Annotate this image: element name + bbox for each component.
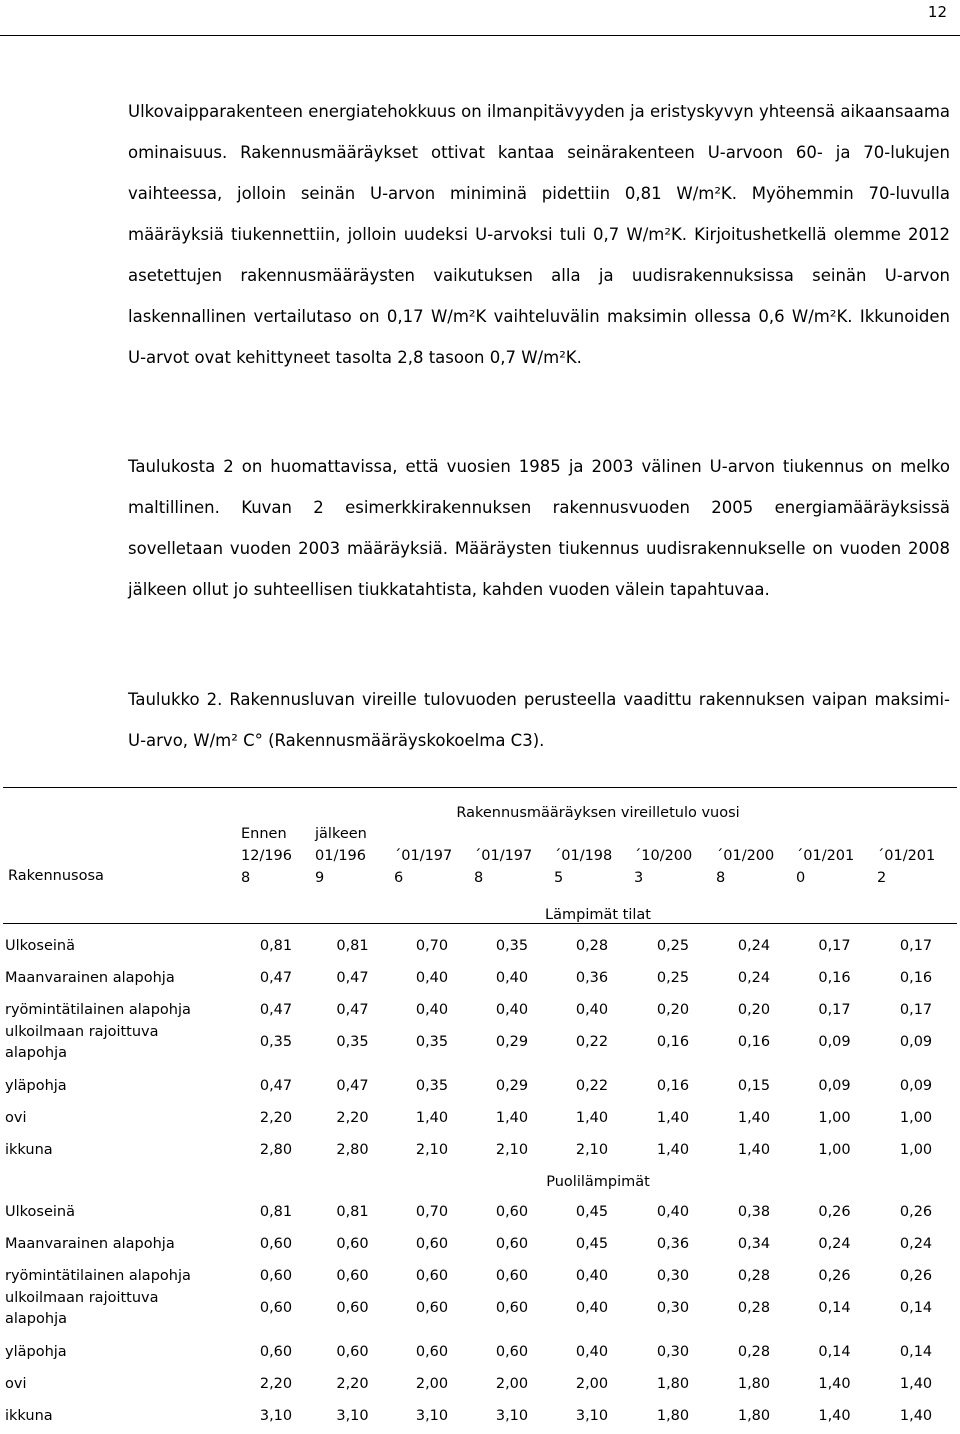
- value-cell: 0,35: [336, 1033, 369, 1050]
- value-cell: 0,14: [818, 1344, 851, 1360]
- column-header: jälkeen 01/196 9: [315, 826, 367, 886]
- value-cell: 0,29: [495, 1033, 529, 1050]
- value-cell: 0,81: [336, 1204, 369, 1220]
- row-name: ovi: [5, 1376, 27, 1392]
- value-cell: 0,60: [495, 1268, 529, 1284]
- value-cell: 0,81: [259, 1204, 293, 1220]
- value-cell: 0,60: [415, 1268, 449, 1284]
- row-name: Maanvarainen alapohja: [5, 970, 175, 986]
- column-header: ´01/201 2: [877, 848, 936, 886]
- table-row: [3, 1222, 957, 1254]
- value-cell: 1,40: [656, 1110, 690, 1126]
- value-cell: 0,47: [336, 1002, 369, 1018]
- value-cell: 2,10: [575, 1142, 609, 1158]
- value-cell: 0,81: [259, 938, 293, 954]
- value-cell: 0,26: [818, 1204, 851, 1220]
- value-cell: 0,26: [899, 1204, 933, 1220]
- column-header: ´10/200 3: [634, 848, 693, 886]
- value-cell: 1,80: [656, 1376, 690, 1392]
- value-cell: 1,40: [575, 1110, 609, 1126]
- row-name: ryömintätilainen alapohja: [5, 1268, 191, 1284]
- section-header-row: [3, 889, 957, 924]
- value-cell: 0,60: [336, 1344, 369, 1360]
- value-cell: 1,40: [737, 1142, 771, 1158]
- value-cell: 0,24: [818, 1236, 851, 1252]
- value-cell: 0,70: [415, 938, 449, 954]
- value-cell: 0,26: [899, 1268, 933, 1284]
- value-cell: 0,60: [415, 1236, 449, 1252]
- value-cell: 2,80: [259, 1142, 293, 1158]
- value-cell: 0,09: [818, 1033, 851, 1050]
- value-cell: 0,16: [737, 1033, 771, 1050]
- value-cell: 0,38: [737, 1204, 771, 1220]
- header-blank-cell: [3, 788, 239, 822]
- table-row: [3, 924, 957, 957]
- value-cell: 2,20: [336, 1110, 369, 1126]
- value-cell: 0,36: [575, 970, 609, 986]
- value-cell: 1,00: [818, 1110, 851, 1126]
- table-row: [3, 988, 957, 1020]
- value-cell: 2,00: [415, 1376, 449, 1392]
- value-cell: 0,26: [818, 1268, 851, 1284]
- value-cell: 0,28: [737, 1268, 771, 1284]
- value-cell: 0,16: [818, 970, 851, 986]
- row-name: ulkoilmaan rajoittuva alapohja: [5, 1024, 159, 1061]
- value-cell: 0,40: [575, 1002, 609, 1018]
- row-name: Ulkoseinä: [5, 938, 75, 954]
- value-cell: 0,22: [575, 1033, 609, 1050]
- table-row: [3, 1190, 957, 1222]
- row-name: ulkoilmaan rajoittuva alapohja: [5, 1290, 159, 1327]
- table-row: [3, 1064, 957, 1096]
- table-row: [3, 1096, 957, 1128]
- value-cell: 0,09: [818, 1078, 851, 1094]
- value-cell: 0,45: [575, 1204, 609, 1220]
- value-cell: 0,20: [656, 1002, 690, 1018]
- table-row: [3, 1362, 957, 1394]
- value-cell: 1,80: [737, 1408, 771, 1424]
- value-cell: 0,60: [259, 1236, 293, 1252]
- value-cell: 0,24: [737, 938, 771, 954]
- value-cell: 1,40: [656, 1142, 690, 1158]
- value-cell: 1,40: [818, 1408, 851, 1424]
- value-cell: 3,10: [259, 1408, 293, 1424]
- section-blank-cell: [3, 1160, 239, 1190]
- paragraph-table-discussion: Taulukosta 2 on huomattavissa, että vuosien 1985 ja 2003 välinen U-arvon tiukennus on melko maltillinen. Kuvan 2 esimerkkirakennuksen rakennusvuoden 2005 energiamääräyksissä sovelletaan vuoden 2003 määräyksiä. Määräysten tiukennus uudisrakennukselle on vuoden 2008 jälkeen ollut jo suhteellisen tiukkatahtista, kahden vuoden välein tapahtuvaa.: [128, 457, 950, 599]
- value-cell: 1,00: [818, 1142, 851, 1158]
- column-header: Ennen 12/196 8: [241, 826, 293, 886]
- section-title: Puolilämpimät: [546, 1174, 650, 1190]
- value-cell: 0,60: [495, 1204, 529, 1220]
- table-row: [3, 1128, 957, 1160]
- page-number: 12: [927, 3, 947, 21]
- value-cell: 0,30: [656, 1344, 690, 1360]
- value-cell: 0,40: [575, 1268, 609, 1284]
- value-cell: 2,20: [259, 1110, 293, 1126]
- table-caption: Taulukko 2. Rakennusluvan vireille tulovuoden perusteella vaadittu rakennuksen vaipan maksimi-U-arvo, W/m² C° (Rakennusmääräyskokoelma C3).: [128, 690, 950, 750]
- group-header: Rakennusmääräyksen vireilletulo vuosi: [239, 788, 957, 822]
- value-cell: 0,30: [656, 1268, 690, 1284]
- value-cell: 0,81: [336, 938, 369, 954]
- value-cell: 0,15: [737, 1078, 771, 1094]
- value-cell: 3,10: [495, 1408, 529, 1424]
- column-header: ´01/197 8: [474, 848, 533, 886]
- year-header-row: [3, 821, 957, 889]
- table-row: [3, 1254, 957, 1286]
- value-cell: 0,25: [656, 970, 690, 986]
- paragraph-intro: Ulkovaipparakenteen energiatehokkuus on ilmanpitävyyden ja eristyskyvyn yhteensä aikaansaama ominaisuus. Rakennusmääräykset ottivat kantaa seinärakenteen U-arvoon 60- ja 70-lukujen vaihteessa, jolloin seinän U-arvon miniminä pidettiin 0,81 W/m²K. Myöhemmin 70-luvulla määräyksiä tiukennettiin, jolloin uudeksi U-arvoksi tuli 0,7 W/m²K. Kirjoitushetkellä olemme 2012 asetettujen rakennusmääräysten vaikutuksen alla ja uudisrakennuksissa seinän U-arvon laskennallinen vertailutaso on 0,17 W/m²K vaihteluvälin maksimin ollessa 0,6 W/m²K. Ikkunoiden U-arvot ovat kehittyneet tasolta 2,8 tasoon 0,7 W/m²K.: [128, 102, 950, 367]
- value-cell: 2,10: [495, 1142, 529, 1158]
- value-cell: 1,00: [899, 1110, 933, 1126]
- header-rule: [0, 35, 960, 36]
- value-cell: 0,25: [656, 938, 690, 954]
- value-cell: 0,60: [495, 1236, 529, 1252]
- value-cell: 0,28: [575, 938, 609, 954]
- value-cell: 0,60: [495, 1299, 529, 1316]
- value-cell: 0,40: [575, 1344, 609, 1360]
- value-cell: 0,22: [575, 1078, 609, 1094]
- value-cell: 0,30: [656, 1299, 690, 1316]
- value-cell: 2,20: [336, 1376, 369, 1392]
- value-cell: 0,47: [259, 970, 293, 986]
- table-row: [3, 1394, 957, 1426]
- value-cell: 0,24: [899, 1236, 933, 1252]
- value-cell: 0,60: [259, 1268, 293, 1284]
- table-row: [3, 956, 957, 988]
- value-cell: 0,60: [336, 1268, 369, 1284]
- value-cell: 0,14: [899, 1299, 933, 1316]
- column-header: ´01/201 0: [796, 848, 855, 886]
- row-header-label: Rakennusosa: [8, 868, 104, 884]
- value-cell: 0,60: [259, 1299, 293, 1316]
- value-cell: 0,16: [899, 970, 933, 986]
- value-cell: 1,40: [818, 1376, 851, 1392]
- value-cell: 1,80: [737, 1376, 771, 1392]
- value-cell: 0,29: [495, 1078, 529, 1094]
- value-cell: 0,17: [818, 938, 851, 954]
- value-cell: 2,20: [259, 1376, 293, 1392]
- row-name: ikkuna: [5, 1142, 53, 1158]
- value-cell: 2,00: [495, 1376, 529, 1392]
- value-cell: 2,80: [336, 1142, 369, 1158]
- table-row: [3, 1286, 957, 1330]
- value-cell: 0,40: [495, 1002, 529, 1018]
- value-cell: 1,40: [495, 1110, 529, 1126]
- value-cell: 0,20: [737, 1002, 771, 1018]
- value-cell: 0,35: [495, 938, 529, 954]
- column-header: ´01/200 8: [716, 848, 775, 886]
- value-cell: 0,17: [899, 938, 933, 954]
- value-cell: 0,45: [575, 1236, 609, 1252]
- column-header: ´01/198 5: [554, 848, 613, 886]
- value-cell: 3,10: [575, 1408, 609, 1424]
- value-cell: 0,14: [818, 1299, 851, 1316]
- value-cell: 0,40: [656, 1204, 690, 1220]
- value-cell: 0,36: [656, 1236, 690, 1252]
- row-name: Ulkoseinä: [5, 1204, 75, 1220]
- value-cell: 0,47: [336, 1078, 369, 1094]
- table-row: [3, 1020, 957, 1064]
- value-cell: 1,80: [656, 1408, 690, 1424]
- value-cell: 0,60: [336, 1299, 369, 1316]
- value-cell: 1,40: [737, 1110, 771, 1126]
- row-name: ovi: [5, 1110, 27, 1126]
- value-cell: 0,17: [818, 1002, 851, 1018]
- column-header: ´01/197 6: [394, 848, 453, 886]
- value-cell: 0,16: [656, 1033, 690, 1050]
- row-name: Maanvarainen alapohja: [5, 1236, 175, 1252]
- value-cell: 0,35: [415, 1033, 449, 1050]
- value-cell: 0,17: [899, 1002, 933, 1018]
- value-cell: 0,34: [737, 1236, 771, 1252]
- value-cell: 0,40: [415, 1002, 449, 1018]
- row-name: ryömintätilainen alapohja: [5, 1002, 191, 1018]
- value-cell: 1,40: [899, 1376, 933, 1392]
- value-cell: 1,00: [899, 1142, 933, 1158]
- value-cell: 0,47: [336, 970, 369, 986]
- row-name: yläpohja: [5, 1344, 67, 1360]
- value-cell: 0,60: [336, 1236, 369, 1252]
- value-cell: 0,60: [415, 1299, 449, 1316]
- value-cell: 0,60: [415, 1344, 449, 1360]
- section-blank-cell: [3, 889, 239, 924]
- value-cell: 0,35: [259, 1033, 293, 1050]
- section-title: Lämpimät tilat: [239, 889, 957, 924]
- value-cell: 0,28: [737, 1344, 771, 1360]
- row-name: ikkuna: [5, 1408, 53, 1424]
- value-cell: 0,16: [656, 1078, 690, 1094]
- value-cell: 2,10: [415, 1142, 449, 1158]
- section-header-row: [3, 1160, 957, 1190]
- value-cell: 0,24: [737, 970, 771, 986]
- value-cell: 0,09: [899, 1078, 933, 1094]
- table-row: [3, 1330, 957, 1362]
- u-value-table: [3, 787, 957, 1426]
- row-name: yläpohja: [5, 1078, 67, 1094]
- value-cell: 0,47: [259, 1078, 293, 1094]
- value-cell: 0,40: [575, 1299, 609, 1316]
- value-cell: 3,10: [336, 1408, 369, 1424]
- value-cell: 1,40: [899, 1408, 933, 1424]
- value-cell: 0,35: [415, 1078, 449, 1094]
- value-cell: 0,28: [737, 1299, 771, 1316]
- value-cell: 0,60: [495, 1344, 529, 1360]
- value-cell: 0,14: [899, 1344, 933, 1360]
- group-header-row: [3, 788, 957, 822]
- value-cell: 0,09: [899, 1033, 933, 1050]
- value-cell: 0,47: [259, 1002, 293, 1018]
- value-cell: 2,00: [575, 1376, 609, 1392]
- value-cell: 3,10: [415, 1408, 449, 1424]
- value-cell: 1,40: [415, 1110, 449, 1126]
- value-cell: 0,40: [415, 970, 449, 986]
- value-cell: 0,60: [259, 1344, 293, 1360]
- value-cell: 0,70: [415, 1204, 449, 1220]
- value-cell: 0,40: [495, 970, 529, 986]
